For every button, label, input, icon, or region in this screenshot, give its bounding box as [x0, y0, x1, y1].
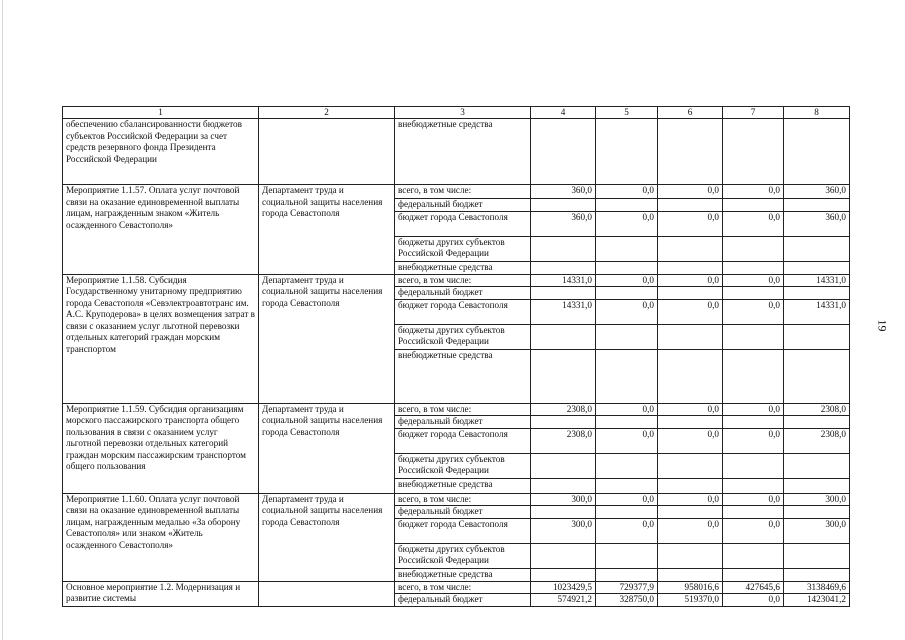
- amount-cell-v4: [531, 287, 596, 300]
- amount-cell-v5: [596, 416, 658, 429]
- amount-cell-v4: 1023429,5: [531, 581, 596, 594]
- amount-cell-v6: [658, 236, 723, 261]
- amount-cell-v7: 0,0: [723, 211, 784, 236]
- amount-cell-v7: 0,0: [723, 493, 784, 506]
- column-header: 5: [596, 107, 658, 119]
- column-number-row: [63, 107, 850, 119]
- event-cell: Мероприятие 1.1.60. Оплата услуг почтовой связи на оказание единовременной выплаты лицам, награжденным медалью «За оборону Севастополя» или знаком «Житель осажденного Севастополя»: [63, 493, 259, 581]
- amount-cell-v6: 0,0: [658, 403, 723, 416]
- amount-cell-v8: [784, 416, 850, 429]
- amount-cell-v5: 0,0: [596, 403, 658, 416]
- funding-source-cell: бюджет города Севастополя: [395, 299, 531, 324]
- table-row: [63, 581, 850, 594]
- amount-cell-v7: [723, 287, 784, 300]
- amount-cell-v7: [723, 543, 784, 568]
- table-row: [63, 185, 850, 199]
- amount-cell-v5: [596, 453, 658, 478]
- funding-source-cell: федеральный бюджет: [395, 506, 531, 519]
- amount-cell-v4: [531, 324, 596, 349]
- amount-cell-v4: 14331,0: [531, 274, 596, 287]
- responsible-cell: Департамент труда и социальной защиты населения города Севастополя: [259, 185, 395, 275]
- funding-source-cell: бюджеты других субъектов Российской Федерации: [395, 543, 531, 568]
- amount-cell-v5: [596, 324, 658, 349]
- amount-cell-v4: 14331,0: [531, 299, 596, 324]
- budget-table: [62, 106, 850, 607]
- amount-cell-v8: [784, 453, 850, 478]
- amount-cell-v8: 360,0: [784, 185, 850, 199]
- column-header: 4: [531, 107, 596, 119]
- amount-cell-v8: [784, 478, 850, 493]
- table-body: [63, 119, 850, 607]
- table-row: [63, 274, 850, 287]
- funding-source-cell: бюджет города Севастополя: [395, 211, 531, 236]
- amount-cell-v6: 0,0: [658, 493, 723, 506]
- amount-cell-v5: 0,0: [596, 493, 658, 506]
- amount-cell-v6: [658, 478, 723, 493]
- amount-cell-v7: 0,0: [723, 594, 784, 607]
- amount-cell-v8: 2308,0: [784, 403, 850, 416]
- amount-cell-v7: 0,0: [723, 428, 784, 453]
- amount-cell-v7: [723, 478, 784, 493]
- table-row: [63, 493, 850, 506]
- funding-source-cell: внебюджетные средства: [395, 568, 531, 581]
- responsible-cell: Департамент труда и социальной защиты населения города Севастополя: [259, 493, 395, 581]
- amount-cell-v4: [531, 478, 596, 493]
- amount-cell-v5: [596, 478, 658, 493]
- amount-cell-v8: 1423041,2: [784, 594, 850, 607]
- amount-cell-v7: 427645,6: [723, 581, 784, 594]
- responsible-cell: [259, 119, 395, 185]
- amount-cell-v7: [723, 506, 784, 519]
- amount-cell-v4: [531, 568, 596, 581]
- amount-cell-v5: [596, 543, 658, 568]
- amount-cell-v6: 0,0: [658, 428, 723, 453]
- amount-cell-v7: 0,0: [723, 185, 784, 199]
- funding-source-cell: бюджет города Севастополя: [395, 428, 531, 453]
- amount-cell-v4: 360,0: [531, 211, 596, 236]
- amount-cell-v6: [658, 506, 723, 519]
- amount-cell-v8: [784, 261, 850, 274]
- event-cell: Мероприятие 1.1.57. Оплата услуг почтовой связи на оказание единовременной выплаты лицам, награжденным знаком «Житель осажденного Севастополя»: [63, 185, 259, 275]
- funding-source-cell: бюджет города Севастополя: [395, 518, 531, 543]
- amount-cell-v6: 0,0: [658, 518, 723, 543]
- event-cell: Основное мероприятие 1.2. Модернизация и развитие системы: [63, 581, 259, 606]
- amount-cell-v4: 300,0: [531, 493, 596, 506]
- funding-source-cell: всего, в том числе:: [395, 493, 531, 506]
- column-header: 2: [259, 107, 395, 119]
- amount-cell-v8: [784, 199, 850, 212]
- amount-cell-v7: [723, 261, 784, 274]
- amount-cell-v6: [658, 543, 723, 568]
- table-row: [63, 403, 850, 416]
- column-header: 7: [723, 107, 784, 119]
- amount-cell-v7: 0,0: [723, 299, 784, 324]
- amount-cell-v7: 0,0: [723, 274, 784, 287]
- amount-cell-v6: [658, 119, 723, 185]
- event-cell: Мероприятие 1.1.58. Субсидия Государственному унитарному предприятию города Севастополя «Севэлектроавтотранс им. А.С. Круподерова» в целях возмещения затрат в связи с оказанием услуг льготной перевозки отдельных категорий граждан морским транспортом: [63, 274, 259, 403]
- page-number: 19: [875, 319, 890, 332]
- amount-cell-v4: [531, 506, 596, 519]
- amount-cell-v8: [784, 568, 850, 581]
- amount-cell-v7: [723, 416, 784, 429]
- responsible-cell: Департамент труда и социальной защиты населения города Севастополя: [259, 274, 395, 403]
- amount-cell-v5: 0,0: [596, 185, 658, 199]
- amount-cell-v7: [723, 236, 784, 261]
- amount-cell-v4: [531, 119, 596, 185]
- funding-source-cell: всего, в том числе:: [395, 581, 531, 594]
- amount-cell-v6: [658, 287, 723, 300]
- amount-cell-v4: [531, 349, 596, 403]
- amount-cell-v8: 2308,0: [784, 428, 850, 453]
- amount-cell-v5: 0,0: [596, 428, 658, 453]
- amount-cell-v6: [658, 416, 723, 429]
- amount-cell-v4: [531, 416, 596, 429]
- amount-cell-v7: [723, 119, 784, 185]
- amount-cell-v8: [784, 287, 850, 300]
- funding-source-cell: внебюджетные средства: [395, 349, 531, 403]
- amount-cell-v7: [723, 349, 784, 403]
- amount-cell-v4: [531, 453, 596, 478]
- responsible-cell: [259, 581, 395, 606]
- amount-cell-v8: [784, 236, 850, 261]
- funding-source-cell: федеральный бюджет: [395, 287, 531, 300]
- funding-source-cell: федеральный бюджет: [395, 416, 531, 429]
- amount-cell-v8: 14331,0: [784, 299, 850, 324]
- amount-cell-v8: [784, 119, 850, 185]
- amount-cell-v6: [658, 261, 723, 274]
- event-cell: обеспечению сбалансированности бюджетов субъектов Российской Федерации за счет средств резервного фонда Президента Российской Федерации: [63, 119, 259, 185]
- amount-cell-v5: 328750,0: [596, 594, 658, 607]
- amount-cell-v5: 0,0: [596, 274, 658, 287]
- amount-cell-v5: [596, 568, 658, 581]
- amount-cell-v4: 2308,0: [531, 403, 596, 416]
- amount-cell-v6: 0,0: [658, 185, 723, 199]
- amount-cell-v6: 519370,0: [658, 594, 723, 607]
- amount-cell-v6: 0,0: [658, 299, 723, 324]
- amount-cell-v7: [723, 453, 784, 478]
- amount-cell-v7: [723, 568, 784, 581]
- amount-cell-v7: 0,0: [723, 518, 784, 543]
- amount-cell-v5: [596, 199, 658, 212]
- amount-cell-v8: 300,0: [784, 493, 850, 506]
- funding-source-cell: всего, в том числе:: [395, 274, 531, 287]
- amount-cell-v5: [596, 506, 658, 519]
- amount-cell-v6: [658, 324, 723, 349]
- funding-source-cell: бюджеты других субъектов Российской Федерации: [395, 453, 531, 478]
- amount-cell-v8: [784, 543, 850, 568]
- funding-source-cell: внебюджетные средства: [395, 119, 531, 185]
- amount-cell-v5: [596, 349, 658, 403]
- funding-source-cell: внебюджетные средства: [395, 478, 531, 493]
- event-cell: Мероприятие 1.1.59. Субсидия организациям морского пассажирского транспорта общего пользования в связи с оказанием услуг льготной перевозки отдельных категорий граждан морским пассажирским транспортом общего пользования: [63, 403, 259, 493]
- amount-cell-v6: [658, 568, 723, 581]
- amount-cell-v8: [784, 506, 850, 519]
- amount-cell-v6: [658, 453, 723, 478]
- amount-cell-v4: 360,0: [531, 185, 596, 199]
- funding-source-cell: всего, в том числе:: [395, 185, 531, 199]
- funding-source-cell: всего, в том числе:: [395, 403, 531, 416]
- amount-cell-v5: [596, 119, 658, 185]
- amount-cell-v8: [784, 349, 850, 403]
- amount-cell-v5: [596, 261, 658, 274]
- funding-source-cell: внебюджетные средства: [395, 261, 531, 274]
- funding-source-cell: бюджеты других субъектов Российской Федерации: [395, 324, 531, 349]
- table-row: [63, 119, 850, 185]
- amount-cell-v4: 2308,0: [531, 428, 596, 453]
- amount-cell-v5: [596, 236, 658, 261]
- amount-cell-v5: 0,0: [596, 211, 658, 236]
- amount-cell-v5: 0,0: [596, 518, 658, 543]
- column-header: 6: [658, 107, 723, 119]
- amount-cell-v5: [596, 287, 658, 300]
- amount-cell-v4: 574921,2: [531, 594, 596, 607]
- amount-cell-v6: 0,0: [658, 274, 723, 287]
- funding-source-cell: федеральный бюджет: [395, 594, 531, 607]
- amount-cell-v8: 300,0: [784, 518, 850, 543]
- column-header: 3: [395, 107, 531, 119]
- scan-edge-line: [2, 0, 3, 640]
- amount-cell-v7: [723, 324, 784, 349]
- amount-cell-v6: [658, 199, 723, 212]
- amount-cell-v4: 300,0: [531, 518, 596, 543]
- column-header: 8: [784, 107, 850, 119]
- funding-source-cell: бюджеты других субъектов Российской Федерации: [395, 236, 531, 261]
- amount-cell-v5: 729377,9: [596, 581, 658, 594]
- amount-cell-v8: [784, 324, 850, 349]
- amount-cell-v5: 0,0: [596, 299, 658, 324]
- funding-source-cell: федеральный бюджет: [395, 199, 531, 212]
- amount-cell-v6: [658, 349, 723, 403]
- responsible-cell: Департамент труда и социальной защиты населения города Севастополя: [259, 403, 395, 493]
- amount-cell-v4: [531, 236, 596, 261]
- amount-cell-v4: [531, 261, 596, 274]
- amount-cell-v4: [531, 199, 596, 212]
- amount-cell-v7: 0,0: [723, 403, 784, 416]
- amount-cell-v8: 360,0: [784, 211, 850, 236]
- column-header: 1: [63, 107, 259, 119]
- amount-cell-v6: 958016,6: [658, 581, 723, 594]
- amount-cell-v6: 0,0: [658, 211, 723, 236]
- amount-cell-v8: 14331,0: [784, 274, 850, 287]
- amount-cell-v7: [723, 199, 784, 212]
- amount-cell-v4: [531, 543, 596, 568]
- amount-cell-v8: 3138469,6: [784, 581, 850, 594]
